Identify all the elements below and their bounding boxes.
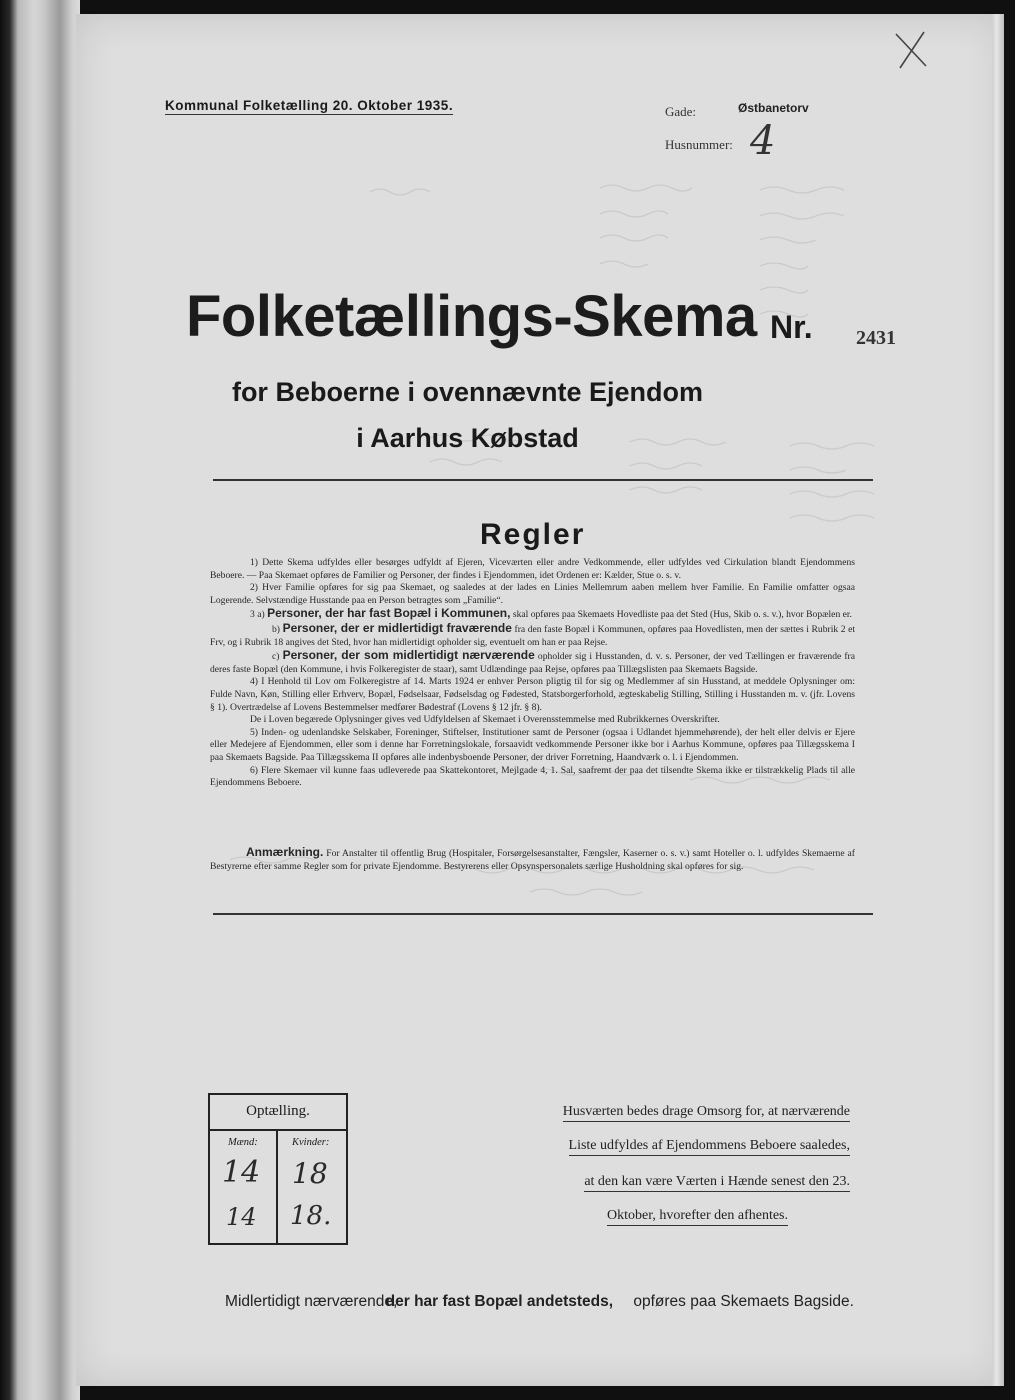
rule-3b-number: b) (272, 623, 280, 635)
book-binding (0, 0, 80, 1400)
notice-line-1: Husværten bedes drage Omsorg for, at nærværende (563, 1104, 850, 1122)
rule-3a-text: skal opføres paa Skemaets Hovedliste paa det Sted (Hus, Skib o. s. v.), hvor Bopælen er. (512, 609, 852, 621)
form-number-label: Nr. (770, 309, 813, 345)
subtitle-town (0, 423, 1015, 454)
cross-mark-icon (890, 30, 930, 70)
women-count-2: 18. (290, 1201, 332, 1231)
men-count-2: 14 (226, 1203, 257, 1231)
census-header: Kommunal Folketælling 20. Oktober 1935. (165, 98, 454, 113)
divider-top (213, 479, 873, 481)
form-title: Folketællings-Skema (186, 284, 757, 349)
women-count-1: 18 (292, 1157, 328, 1190)
footer-note (0, 1293, 1015, 1311)
form-number-value: 2431 (856, 327, 896, 349)
rule-5: 5) Inden- og udenlandske Selskaber, Foreninger, Stiftelser, Institutioner samt de Personer (ogsaa i Udlandet hjemmehørende), der helt eller delvis er Ejere eller Medejere af Ejendommen, eller som i denne har Forretningslokale, forsaavidt vedkommende Personer ikke bor i Aarhus Kommune, opføres paa Tillægsskema I paa Skemaets Bagside. Paa Tillægsskema II opføres alle indenbysboende Personer, der driver Forretning, Haandværk o. l. i Ejendommen. (210, 726, 855, 763)
rule-3a-number: 3 a) (250, 609, 265, 621)
rule-4: 4) I Henhold til Lov om Folkeregistre af 14. Marts 1924 er enhver Person pligtig til for sig og Medlemmer af sin Husstand, at meddele Oplysninger om: Fulde Navn, Køn, Stilling eller Erhverv, Bopæl, Fødselsaar, Fødselsdag og Fødested, Statsborgerforhold, ægteskabelig Stilling, Stilling i Husstanden m. v. (jfr. Lovens § 1). Overtrædelse af Lovens Bestemmelser medfører Bødestraf (Lovens § 12 jfr. § 8). (210, 676, 855, 713)
rule-2: 2) Hver Familie opføres for sig paa Skemaet, og saaledes at der lades en Linies Mellemrum aaben mellem hver Familie. En Familie omfatter ogsaa Logerende. Selvstændige Husstande paa en Person betragtes som „Familie“. (210, 582, 855, 606)
rule-3a-emphasis: Personer, der har fast Bopæl i Kommunen, (267, 606, 511, 621)
subtitle-residents-text: for Beboerne i ovennævnte Ejendom (231, 377, 704, 407)
subtitle-town-text: i Aarhus Købstad (356, 423, 579, 453)
rule-3c-text: opholder sig i Husstanden, d. v. s. Personer, der ved Tællingen er fraværende fra deres faste Bopæl (den Kommune, i hvis Folkeregister de staar), samt Udlændinge paa Rejse, opføres paa Tillægslisten paa Skemaets Bagside. (210, 651, 855, 675)
anmaerkning-text: For Anstalter til offentlig Brug (Hospitaler, Forsørgelsesanstalter, Fængsler, Kaserner o. s. v.) samt Hoteller o. l. udfyldes Skemaerne af Bestyrerne efter samme Regler som for private Ejendomme. Bestyrerens eller Opsynspersonalets særlige Husholdning skal opføres for sig. (210, 848, 855, 872)
page-edge (992, 14, 1004, 1386)
count-box (208, 1093, 348, 1245)
anmaerkning-note (210, 846, 855, 873)
footer-emphasis: der har fast Bopæl andetsteds, (385, 1293, 614, 1310)
rule-3b-text: fra den faste Bopæl i Kommunen, opføres paa Hovedlisten, men der sættes i Rubrik 2 et Frv, og i Rubrik 18 angives det Sted, hvor han midlertidigt opholder sig, eventuelt om han er paa Rejse. (210, 623, 855, 648)
notice-line-3: at den kan være Værten i Hænde senest den 23. (584, 1174, 850, 1192)
rule-3c (210, 649, 855, 676)
notice-line-4: Oktober, hvorefter den afhentes. (607, 1208, 788, 1226)
rule-3c-emphasis: Personer, der som midlertidigt nærværende (282, 648, 535, 663)
rule-4b: De i Loven begærede Oplysninger gives ved Udfyldelsen af Skemaet i Overensstemmelse med Rubrikkernes Overskrifter. (250, 714, 720, 726)
count-title: Optælling. (246, 1103, 310, 1119)
count-column-divider (276, 1129, 278, 1243)
rule-6: 6) Flere Skemaer vil kunne faas udleverede paa Skattekontoret, Mejlgade 4, 1. Sal, saafremt der paa det tilsendte Skema ikke er tilstrækkelig Plads til alle Ejendommens Beboere. (210, 764, 855, 789)
gade-value: Østbanetorv (738, 101, 809, 115)
subtitle-residents (0, 377, 1015, 408)
husnummer-label: Husnummer: (665, 137, 733, 152)
husnummer-value: 4 (750, 118, 776, 164)
anmaerkning-label: Anmærkning. (246, 845, 324, 859)
men-count-1: 14 (222, 1155, 261, 1190)
notice-line-2: Liste udfyldes af Ejendommens Beboere saaledes, (569, 1138, 850, 1156)
women-column-label: Kvinder: (292, 1137, 330, 1148)
count-title-divider (210, 1129, 346, 1131)
rule-3b-emphasis: Personer, der er midlertidigt fraværende (282, 620, 512, 635)
footer-pre: Midlertidigt nærværende, (225, 1293, 398, 1310)
rule-3c-number: c) (272, 651, 280, 663)
rules-text (210, 557, 855, 790)
footer-post: opføres paa Skemaets Bagside. (633, 1293, 854, 1310)
rules-heading: Regler (480, 518, 586, 551)
divider-bottom (213, 913, 873, 915)
rule-1: 1) Dette Skema udfyldes eller besørges udfyldt af Ejeren, Viceværten eller andre Vedkommende, eller udfyldes ved Cirkulation blandt Ejendommens Beboere. — Paa Skemaet opføres de Familier og Personer, der findes i Ejendommen, idet Ordenen er: Kælder, Stue o. s. v. (210, 557, 855, 581)
rule-3a (210, 607, 855, 622)
gade-label: Gade: (665, 104, 697, 119)
men-column-label: Mænd: (228, 1137, 258, 1148)
rule-3b (210, 622, 855, 649)
